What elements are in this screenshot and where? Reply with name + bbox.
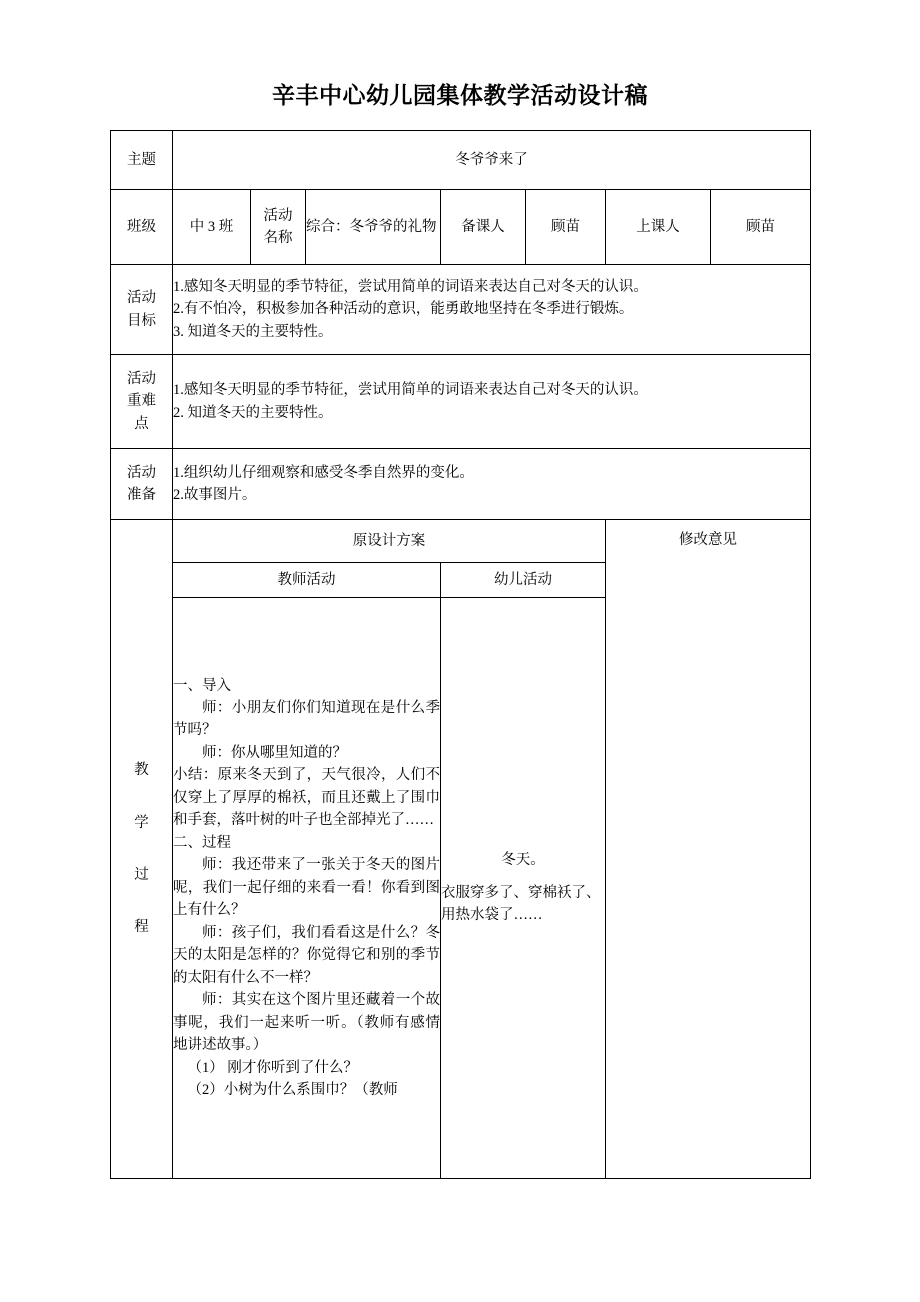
focus-label-line3: 点 — [134, 415, 149, 432]
table-row-class — [111, 190, 811, 265]
teacher-line-10: （2）小树为什么系围巾？（教师 — [187, 1081, 398, 1098]
prep-label-line1: 活动 — [127, 464, 156, 481]
teacher-line-9: （1） 刚才你听到了什么？ — [187, 1059, 358, 1076]
focus-label-line1: 活动 — [127, 370, 156, 387]
goals-label-line1: 活动 — [127, 290, 156, 307]
lecturer-value: 顾苗 — [711, 190, 811, 265]
child-activity-header: 幼儿活动 — [441, 563, 606, 598]
process-label-char-3: 过 — [134, 867, 149, 883]
teacher-line-2: 师：小朋友们你们知道现在是什么季节吗？ — [173, 700, 440, 739]
activity-name-label-line1: 活动 — [263, 207, 293, 224]
table-row-goals — [111, 265, 811, 355]
theme-value: 冬爷爷来了 — [173, 131, 811, 190]
teacher-line-7: 师：孩子们，我们看看这是什么？冬天的太阳是怎样的？你觉得它和别的季节的太阳有什么不一样？ — [173, 924, 440, 986]
teacher-line-1: 一、导入 — [173, 677, 231, 694]
child-line-2: 衣服穿多了、穿棉袄了、用热水袋了…… — [441, 884, 601, 924]
prep-label — [111, 449, 173, 520]
teacher-activity-content — [173, 598, 441, 1179]
class-value: 中 3 班 — [173, 190, 251, 265]
teacher-line-3: 师：你从哪里知道的？ — [202, 744, 347, 761]
prep-line-1: 1.组织幼儿仔细观察和感受冬季自然界的变化。 — [173, 464, 474, 481]
focus-content — [173, 355, 811, 449]
process-label-char-1: 教 — [134, 762, 149, 779]
teacher-line-8: 师：其实在这个图片里还藏着一个故事呢，我们一起来听一听。（教师有感情地讲述故事。） — [173, 992, 440, 1054]
process-label-char-4: 程 — [134, 919, 149, 936]
focus-line-2: 2. 知道冬天的主要特性。 — [173, 404, 333, 421]
prep-content — [173, 449, 811, 520]
focus-line-1: 1.感知冬天明显的季节特征，尝试用简单的词语来表达自己对冬天的认识。 — [173, 382, 648, 399]
activity-name-label-line2: 名称 — [263, 230, 293, 246]
table-row-prep — [111, 449, 811, 520]
goals-line-1: 1.感知冬天明显的季节特征，尝试用简单的词语来表达自己对冬天的认识。 — [173, 278, 648, 295]
preparer-label: 备课人 — [441, 190, 526, 265]
goals-label — [111, 265, 173, 355]
teacher-activity-header: 教师活动 — [173, 563, 441, 598]
page-title: 辛丰中心幼儿园集体教学活动设计稿 — [272, 82, 648, 108]
preparer-value: 顾苗 — [526, 190, 606, 265]
child-activity-content — [441, 598, 606, 1179]
revision-opinion-header: 修改意见 — [679, 532, 737, 548]
teacher-line-4: 小结：原来冬天到了，天气很冷，人们不仅穿上了厚厚的棉袄，而且还戴上了围巾和手套，落叶树的叶子也全部掉光了…… — [173, 767, 440, 829]
goals-line-2: 2.有不怕冷，积极参加各种活动的意识，能勇敢地坚持在冬季进行锻炼。 — [173, 301, 634, 318]
revision-opinion-column — [606, 520, 811, 1179]
table-row-theme — [111, 131, 811, 190]
theme-label: 主题 — [111, 131, 173, 190]
prep-line-2: 2.故事图片。 — [173, 487, 257, 503]
process-vertical-label — [111, 520, 173, 1179]
original-plan-header: 原设计方案 — [173, 520, 606, 563]
focus-label-line2: 重难 — [127, 393, 156, 410]
lecturer-label: 上课人 — [606, 190, 711, 265]
child-line-1: 冬天。 — [501, 852, 545, 869]
goals-label-line2: 目标 — [127, 312, 156, 329]
teacher-line-5: 二、过程 — [173, 834, 231, 851]
table-row-plan-header — [111, 520, 811, 563]
prep-label-line2: 准备 — [127, 487, 156, 503]
class-label: 班级 — [111, 190, 173, 265]
lesson-plan-table — [110, 130, 811, 1179]
focus-label — [111, 355, 173, 449]
goals-content — [173, 265, 811, 355]
goals-line-3: 3. 知道冬天的主要特性。 — [173, 323, 333, 340]
activity-name-value: 综合：冬爷爷的礼物 — [306, 190, 441, 265]
activity-name-label — [251, 190, 306, 265]
table-row-focus — [111, 355, 811, 449]
process-label-char-2: 学 — [134, 814, 149, 831]
teacher-line-6: 师：我还带来了一张关于冬天的图片呢，我们一起仔细的来看一看！你看到图上有什么？ — [173, 857, 440, 919]
